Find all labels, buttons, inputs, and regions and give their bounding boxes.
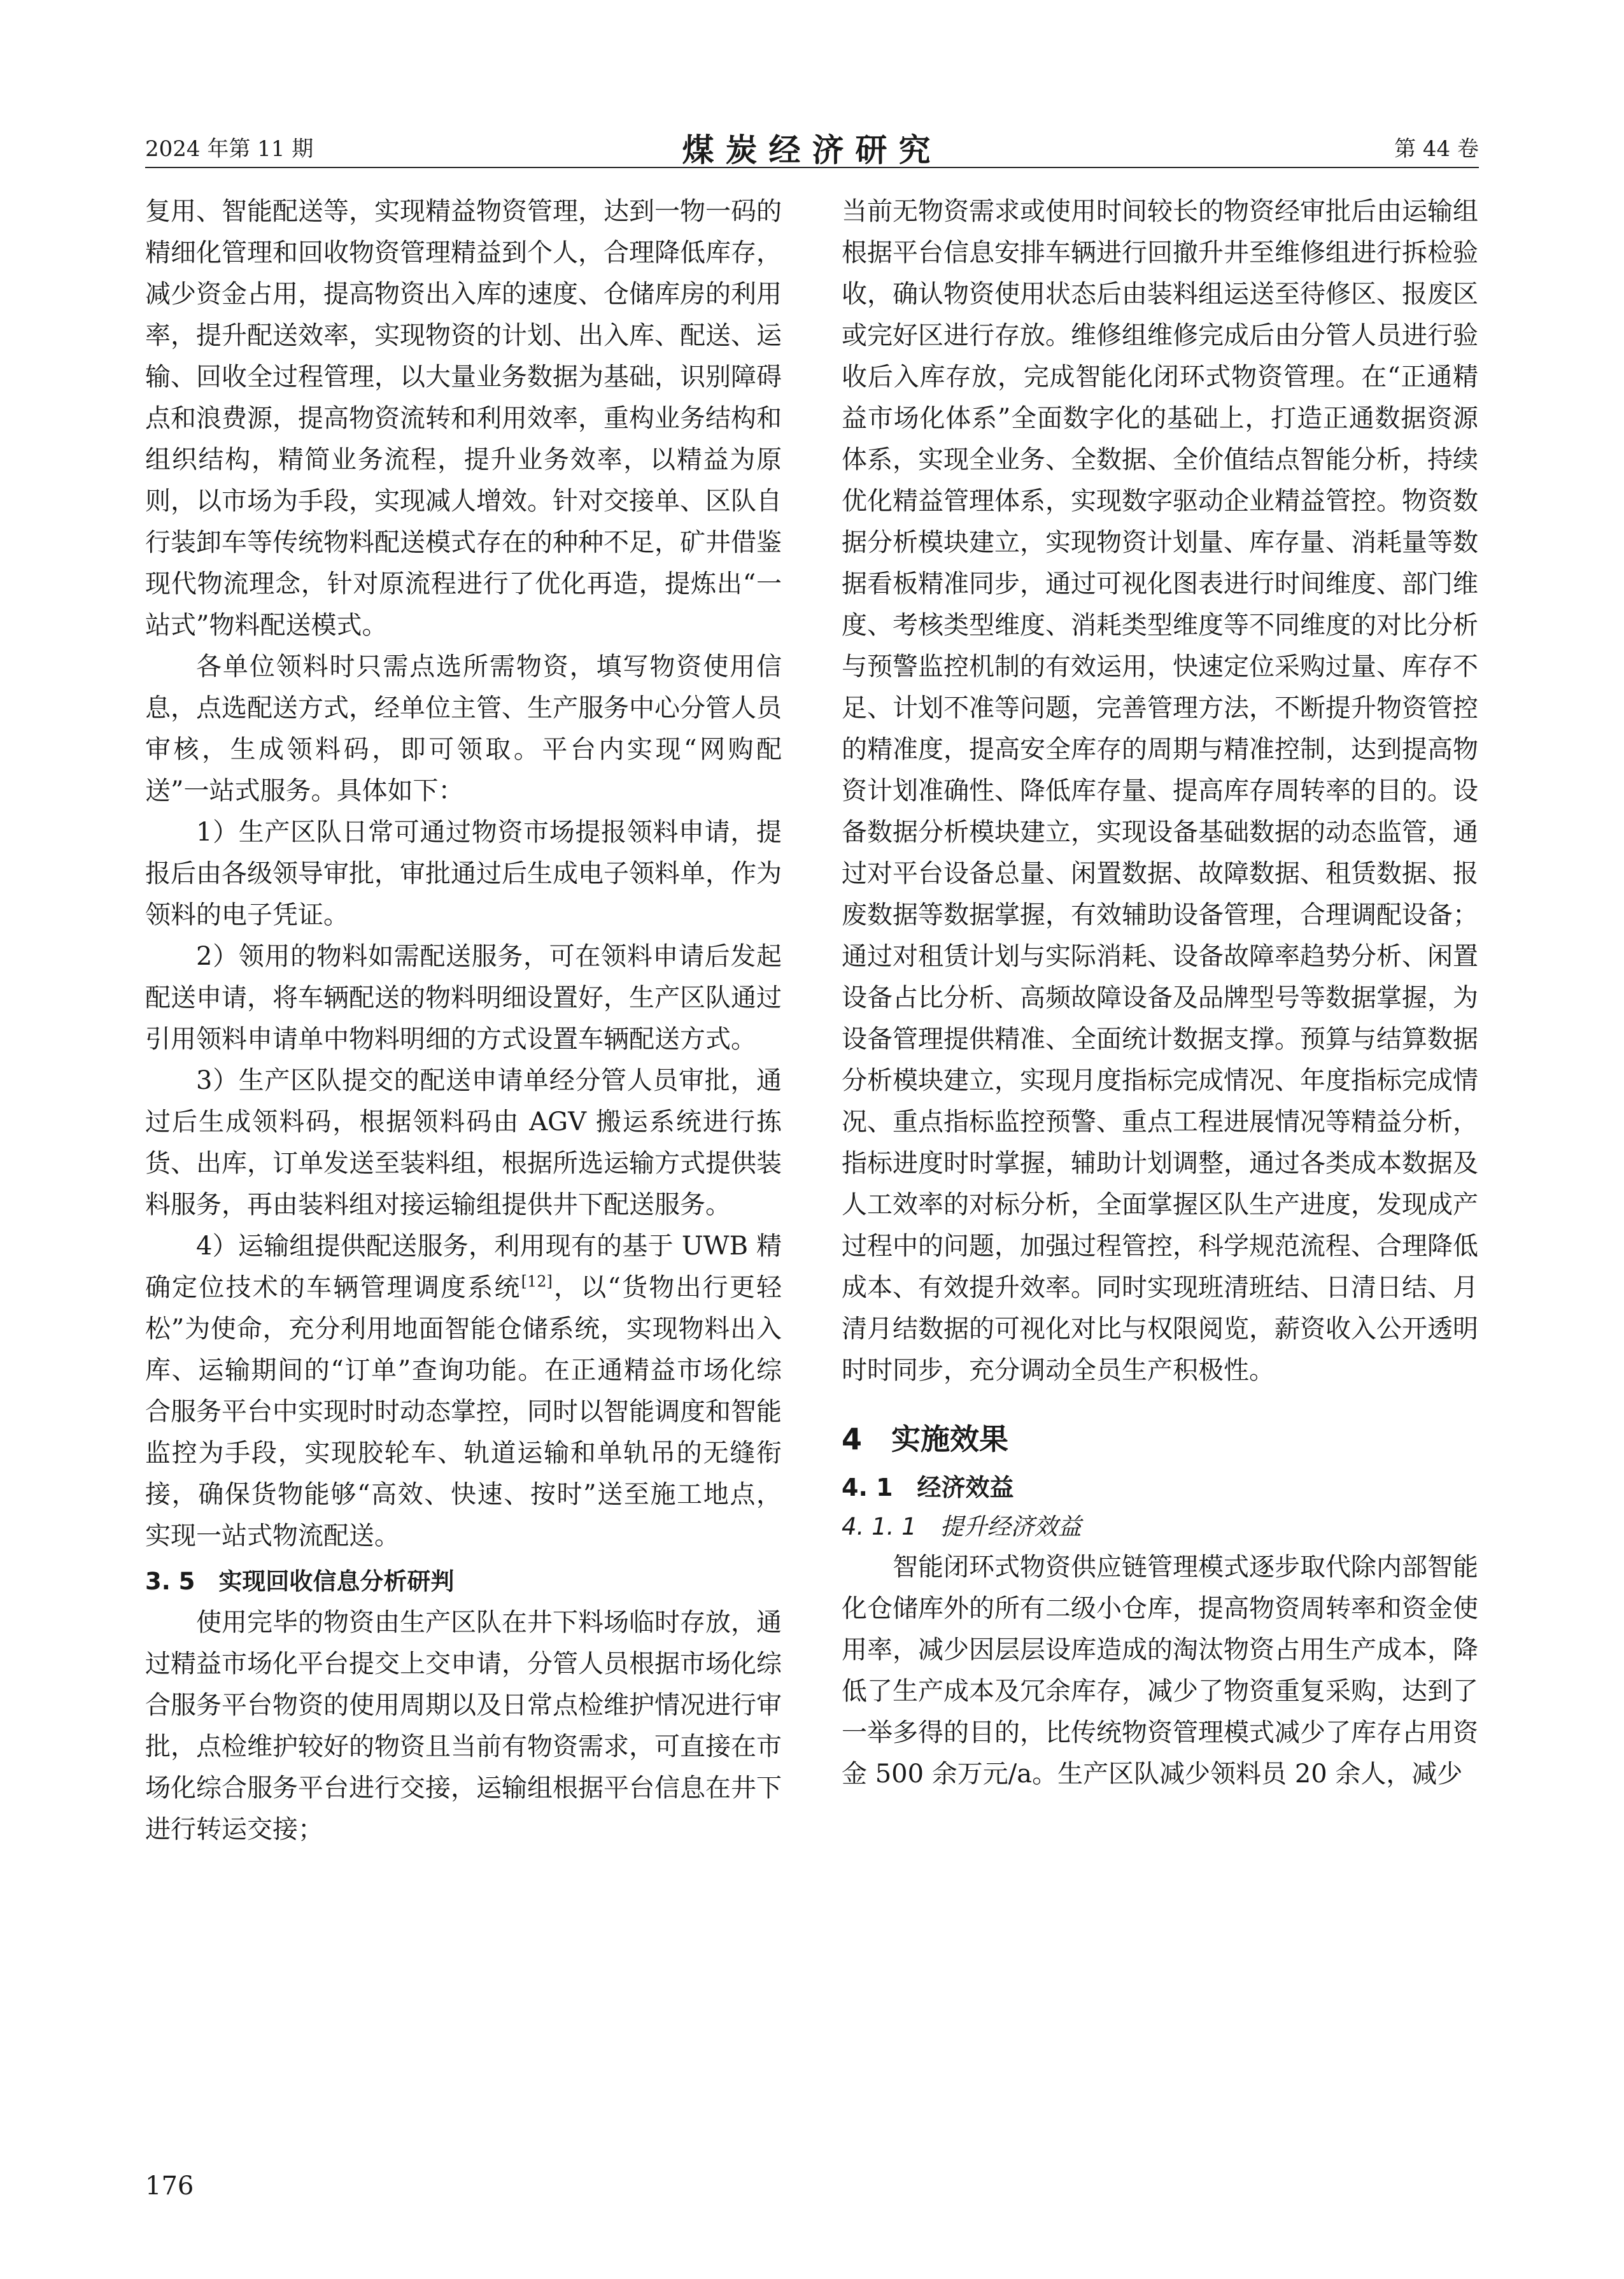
list-item: 1）生产区队日常可通过物资市场提报领料申请，提报后由各级领导审批，审批通过后生成电子领料单，作为领料的电子凭证。 (145, 818, 782, 930)
journal-title: 煤炭经济研究 (682, 132, 942, 169)
paragraph: 智能闭环式物资供应链管理模式逐步取代除内部智能化仓储库外的所有二级小仓库，提高物资周转率和资金使用率，减少因层层设库造成的淘汰物资占用生产成本，降低了生产成本及冗余库存，减少了物资重复采购，达到了一举多得的目的，比传统物资管理模式减少了库存占用资金 500 余万元/a。生产区队减少领料员 20 余人，减少 (842, 1552, 1478, 1789)
paragraph: 各单位领料时只需点选所需物资，填写物资使用信息，点选配送方式，经单位主管、生产服务中心分管人员审核，生成领料码，即可领取。平台内实现“网购配送”一站式服务。具体如下： (145, 652, 782, 806)
paragraph: 使用完毕的物资由生产区队在井下料场临时存放，通过精益市场化平台提交上交申请，分管人员根据市场化综合服务平台物资的使用周期以及日常点检维护情况进行审批，点检维护较好的物资且当前有物资需求，可直接在市场化综合服务平台进行交接，运输组根据平台信息在井下进行转运交接； (145, 1608, 782, 1844)
header-divider (145, 167, 1479, 168)
subsection-heading: 4. 1 经济效益 (842, 1473, 1014, 1502)
paragraph: 当前无物资需求或使用时间较长的物资经审批后由运输组根据平台信息安排车辆进行回撤升井至维修组进行拆检验收，确认物资使用状态后由装料组运送至待修区、报废区或完好区进行存放。维修组维修完成后由分管人员进行验收后入库存放，完成智能化闭环式物资管理。在“正通精益市场化体系”全面数字化的基础上，打造正通数据资源体系，实现全业务、全数据、全价值结点智能分析，持续优化精益管理体系，实现数字驱动企业精益管控。物资数据分析模块建立，实现物资计划量、库存量、消耗量等数据看板精准同步，通过可视化图表进行时间维度、部门维度、考核类型维度、消耗类型维度等不同维度的对比分析与预警监控机制的有效运用，快速定位采购过量、库存不足、计划不准等问题，完善管理方法，不断提升物资管控的精准度，提高安全库存的周期与精准控制，达到提高物资计划准确性、降低库存量、提高库存周转率的目的。设备数据分析模块建立，实现设备基础数据的动态监管，通过对平台设备总量、闲置数据、故障数据、租赁数据、报废数据等数据掌握，有效辅助设备管理，合理调配设备；通过对租赁计划与实际消耗、设备故障率趋势分析、闲置设备占比分析、高频故障设备及品牌型号等数据掌握，为设备管理提供精准、全面统计数据支撑。预算与结算数据分析模块建立，实现月度指标完成情况、年度指标完成情况、重点指标监控预警、重点工程进展情况等精益分析，指标进度时时掌握，辅助计划调整，通过各类成本数据及人工效率的对标分析，全面掌握区队生产进度，发现成产过程中的问题，加强过程管控，科学规范流程、合理降低成本、有效提升效率。同时实现班清班结、日清日结、月清月结数据的可视化对比与权限阅览，薪资收入公开透明时时同步，充分调动全员生产积极性。 (842, 197, 1478, 1385)
volume-label: 第 44 卷 (1394, 136, 1479, 162)
text-run: ，以“货物出行更轻松”为使命，充分利用地面智能仓储系统，实现物料出入库、运输期间的“订单”查询功能。在正通精益市场化综合服务平台中实现时时动态掌控，同时以智能调度和智能监控为手段，实现胶轮车、轨道运输和单轨吊的无缝衔接，确保货物能够“高效、快速、按时”送至施工地点，实现一站式物流配送。 (145, 1273, 782, 1551)
running-header (145, 125, 1479, 169)
right-column (842, 191, 1478, 1795)
left-column (145, 191, 782, 1850)
section-heading: 4 实施效果 (842, 1422, 1009, 1456)
paragraph: 复用、智能配送等，实现精益物资管理，达到一物一码的精细化管理和回收物资管理精益到个人，合理降低库存，减少资金占用，提高物资出入库的速度、仓储库房的利用率，提升配送效率，实现物资的计划、出入库、配送、运输、回收全过程管理，以大量业务数据为基础，识别障碍点和浪费源，提高物资流转和利用效率，重构业务结构和组织结构，精简业务流程，提升业务效率，以精益为原则，以市场为手段，实现减人增效。针对交接单、区队自行装卸车等传统物料配送模式存在的种种不足，矿井借鉴现代物流理念，针对原流程进行了优化再造，提炼出“一站式”物料配送模式。 (145, 197, 782, 640)
list-item: 3）生产区队提交的配送申请单经分管人员审批，通过后生成领料码，根据领料码由 AGV 搬运系统进行拣货、出库，订单发送至装料组，根据所选运输方式提供装料服务，再由装料组对接运输组提供井下配送服务。 (145, 1066, 782, 1219)
section-heading: 3. 5 实现回收信息分析研判 (145, 1568, 455, 1595)
subsubsection-heading: 4. 1. 1 提升经济效益 (842, 1513, 1082, 1540)
citation-ref: [12] (521, 1272, 553, 1291)
issue-label: 2024 年第 11 期 (145, 136, 314, 162)
text-run: 4）运输组提供配送服务，利用现有的基于 UWB 精确定位技术的车辆管理调度系统 (145, 1232, 782, 1302)
list-item (145, 1226, 782, 1557)
list-item: 2）领用的物料如需配送服务，可在领料申请后发起配送申请，将车辆配送的物料明细设置好，生产区队通过引用领料申请单中物料明细的方式设置车辆配送方式。 (145, 942, 782, 1054)
page-number: 176 (145, 2171, 194, 2201)
